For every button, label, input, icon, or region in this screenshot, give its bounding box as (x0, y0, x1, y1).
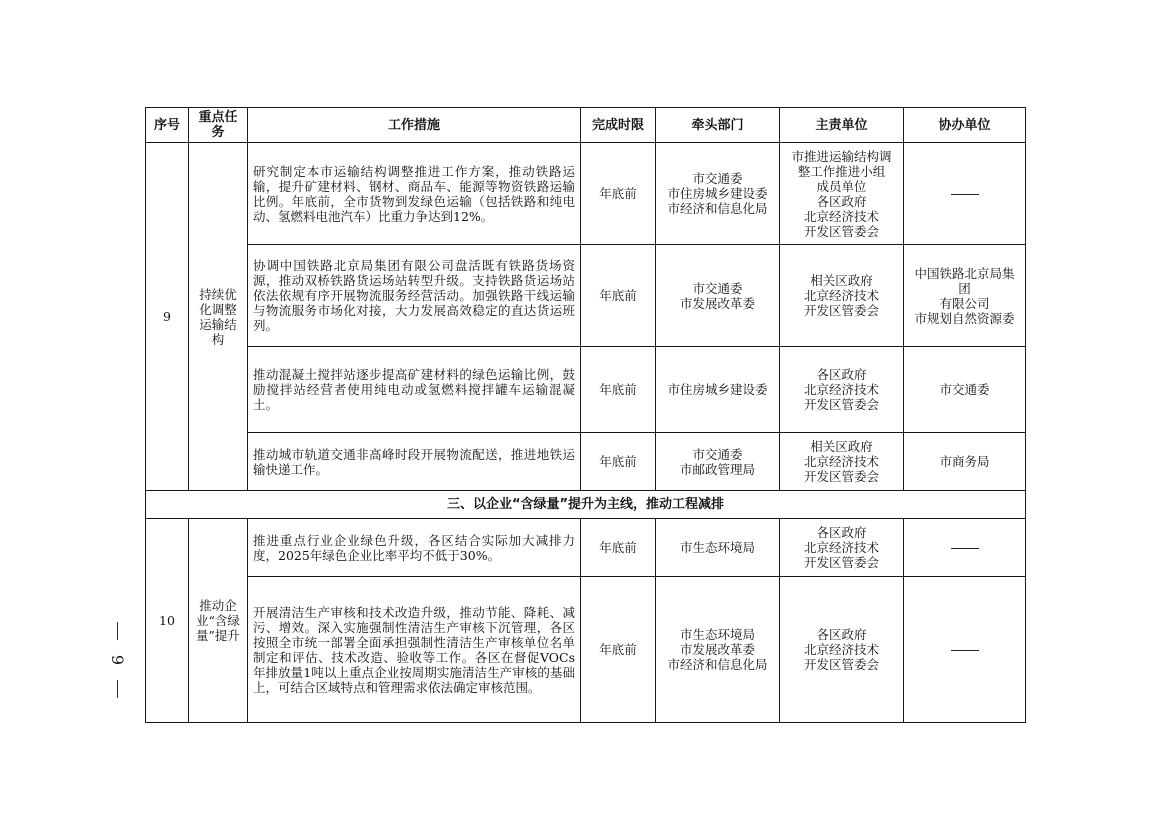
empty-dash (951, 548, 979, 549)
header-task: 重点任务 (189, 108, 248, 143)
deadline: 年底前 (581, 433, 656, 491)
lead-dept-line: 市邮政管理局 (679, 461, 755, 477)
assist-unit-empty (904, 143, 1026, 245)
section-row (146, 491, 1026, 519)
responsible-line: 北京经济技术 (803, 288, 879, 303)
responsible-line: 相关区政府 (810, 439, 873, 454)
lead-dept-line: 市生态环境局 (679, 627, 755, 642)
table-row (146, 347, 1026, 433)
table-row (146, 519, 1026, 577)
assist-unit (904, 433, 1026, 491)
assist-unit (904, 245, 1026, 347)
responsible-line: 各区政府 (816, 367, 867, 382)
measure-text: 协调中国铁路北京局集团有限公司盘活既有铁路货场资源，推动双桥铁路货运场站转型升级。支持铁路货运场站依法依规有序开展物流服务经营活动。加强铁路干线运输与物流服务市场化对接，大力发展高效稳定的直达货运班列。 (248, 245, 581, 347)
responsible-line: 开发区管委会 (803, 469, 879, 484)
assist-unit-empty (904, 577, 1026, 723)
empty-dash (951, 650, 979, 651)
measure-text: 开展清洁生产审核和技术改造升级，推动节能、降耗、减污、增效。深入实施强制性清洁生产审核下沉管理，各区按照全市统一部署全面承担强制性清洁生产审核单位名单制定和评估、技术改造、验收等工作。各区在督促VOCs年排放量1吨以上重点企业按周期实施清洁生产审核的基础上，可结合区域特点和管理需求依法确定审核范围。 (248, 577, 581, 723)
responsible-line: 开发区管委会 (803, 397, 879, 412)
table-row (146, 245, 1026, 347)
assist-line: 中国铁路北京局集团 (914, 265, 1015, 296)
responsible-unit (780, 347, 904, 433)
responsible-line: 各区政府 (816, 193, 867, 209)
assist-unit (904, 347, 1026, 433)
responsible-line: 成员单位 (816, 178, 867, 194)
assist-line: 市规划自然资源委 (914, 310, 1015, 326)
measure-text: 推动城市轨道交通非高峰时段开展物流配送，推进地铁运输快递工作。 (248, 433, 581, 491)
lead-dept-line: 市经济和信息化局 (667, 657, 768, 672)
table-row (146, 577, 1026, 723)
measure-text: 研究制定本市运输结构调整推进工作方案，推动铁路运输，提升矿建材料、钢材、商品车、能源等物资铁路运输比例。年底前，全市货物到发绿色运输（包括铁路和纯电动、氢燃料电池汽车）比重力争达到12%。 (248, 143, 581, 245)
responsible-line: 北京经济技术 (803, 382, 879, 397)
header-measure: 工作措施 (248, 108, 581, 143)
assist-unit-empty (904, 519, 1026, 577)
responsible-unit (780, 519, 904, 577)
page-number-dash-top (117, 622, 118, 640)
table-row (146, 143, 1026, 245)
lead-dept (656, 577, 780, 723)
responsible-line: 开发区管委会 (803, 555, 879, 570)
header-number: 序号 (146, 108, 189, 143)
deadline: 年底前 (581, 519, 656, 577)
responsible-line: 北京经济技术 (803, 642, 879, 657)
responsible-line: 各区政府 (816, 525, 867, 540)
header-deadline: 完成时限 (581, 108, 656, 143)
header-responsible: 主责单位 (780, 108, 904, 143)
table-header-row (146, 108, 1026, 143)
measure-text: 推进重点行业企业绿色升级，各区结合实际加大减排力度，2025年绿色企业比率平均不低于30%。 (248, 519, 581, 577)
assist-line: 有限公司 (939, 295, 990, 311)
responsible-line: 北京经济技术 (803, 208, 879, 224)
lead-dept-line: 市交通委 (692, 280, 743, 296)
measure-text: 推动混凝土搅拌站逐步提高矿建材料的绿色运输比例，鼓励搅拌站经营者使用纯电动或氢燃料搅拌罐车运输混凝土。 (248, 347, 581, 433)
responsible-line: 各区政府 (816, 627, 867, 642)
responsible-line: 整工作推进小组 (797, 163, 886, 179)
deadline: 年底前 (581, 577, 656, 723)
lead-dept-line: 市发展改革委 (679, 642, 755, 657)
responsible-line: 相关区政府 (810, 273, 873, 288)
lead-dept (656, 347, 780, 433)
lead-dept (656, 519, 780, 577)
responsible-unit (780, 245, 904, 347)
task-table (145, 107, 1026, 723)
page-number-dash-bottom (117, 680, 118, 698)
page-number-marker (104, 622, 130, 698)
deadline: 年底前 (581, 347, 656, 433)
lead-dept (656, 245, 780, 347)
responsible-unit (780, 577, 904, 723)
empty-dash (951, 194, 979, 195)
lead-dept-line: 市住房城乡建设委 (667, 382, 768, 397)
section-title: 三、以企业“含绿量”提升为主线，推动工程减排 (146, 491, 1026, 519)
table-row (146, 433, 1026, 491)
deadline: 年底前 (581, 245, 656, 347)
task-number: 9 (146, 143, 189, 491)
responsible-line: 北京经济技术 (803, 454, 879, 469)
lead-dept-line: 市交通委 (692, 171, 743, 186)
responsible-unit (780, 433, 904, 491)
deadline: 年底前 (581, 143, 656, 245)
task-name: 推动企业“含绿量”提升 (189, 519, 248, 723)
lead-dept-line: 市经济和信息化局 (667, 201, 768, 216)
responsible-unit (780, 143, 904, 245)
responsible-line: 开发区管委会 (803, 223, 879, 239)
lead-dept-line: 市交通委 (692, 446, 743, 462)
assist-line: 市交通委 (939, 382, 990, 397)
lead-dept-line: 市生态环境局 (679, 540, 755, 555)
responsible-line: 北京经济技术 (803, 540, 879, 555)
lead-dept (656, 433, 780, 491)
responsible-line: 开发区管委会 (803, 657, 879, 672)
header-lead-dept: 牵头部门 (656, 108, 780, 143)
task-number: 10 (146, 519, 189, 723)
responsible-line: 开发区管委会 (803, 303, 879, 318)
responsible-line: 市推进运输结构调 (791, 148, 892, 164)
lead-dept-line: 市住房城乡建设委 (667, 186, 768, 201)
page-number: 9 (108, 654, 127, 666)
assist-line: 市商务局 (939, 454, 990, 469)
lead-dept-line: 市发展改革委 (679, 295, 755, 311)
header-assist: 协办单位 (904, 108, 1026, 143)
task-name: 持续优化调整运输结构 (189, 143, 248, 491)
lead-dept (656, 143, 780, 245)
